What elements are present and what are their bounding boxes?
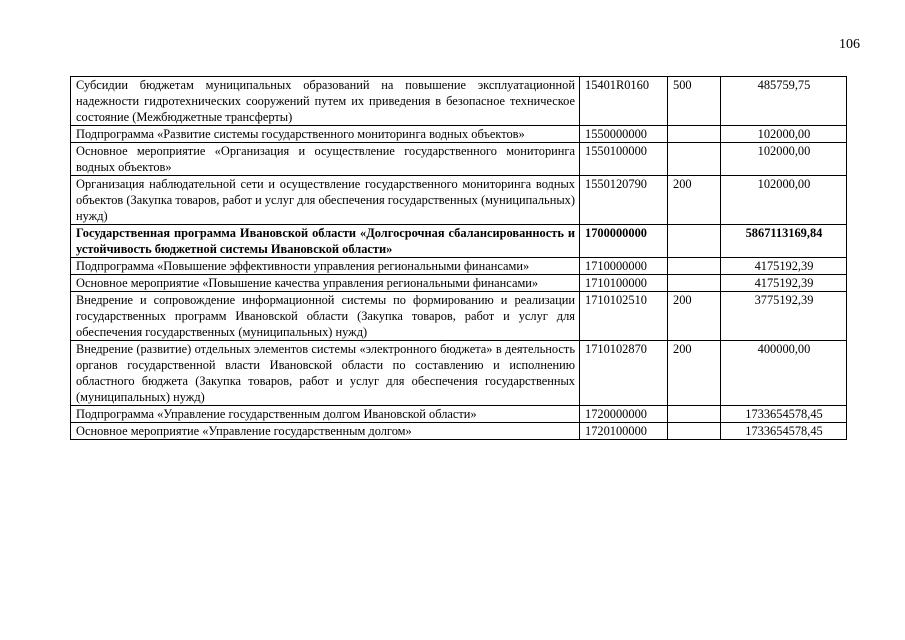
row-code-cell: 1550000000 [580, 126, 668, 143]
row-amount-cell: 1733654578,45 [721, 406, 847, 423]
table-row [71, 292, 847, 341]
row-code-cell: 1710100000 [580, 275, 668, 292]
row-name-cell: Основное мероприятие «Управление государственным долгом» [71, 423, 580, 440]
table-row [71, 341, 847, 406]
row-type-cell [668, 258, 721, 275]
row-amount-cell: 102000,00 [721, 126, 847, 143]
row-name-cell: Основное мероприятие «Повышение качества управления региональными финансами» [71, 275, 580, 292]
row-type-cell [668, 225, 721, 258]
row-code-cell: 1710102510 [580, 292, 668, 341]
row-type-cell [668, 143, 721, 176]
row-amount-cell: 485759,75 [721, 77, 847, 126]
row-code-cell: 1550100000 [580, 143, 668, 176]
row-type-cell [668, 423, 721, 440]
table-row [71, 77, 847, 126]
page-number: 106 [839, 37, 860, 52]
row-amount-cell: 5867113169,84 [721, 225, 847, 258]
row-amount-cell: 1733654578,45 [721, 423, 847, 440]
budget-table [70, 76, 847, 440]
row-code-cell: 1720000000 [580, 406, 668, 423]
row-name-cell: Субсидии бюджетам муниципальных образований на повышение эксплуатационной надежности гидротехнических сооружений путем их приведения в безопасное техническое состояние (Межбюджетные трансферты) [71, 77, 580, 126]
table-row [71, 423, 847, 440]
row-name-cell: Внедрение (развитие) отдельных элементов системы «электронного бюджета» в деятельность органов государственной власти Ивановской области по составлению и исполнению областного бюджета (Закупка товаров, работ и услуг для обеспечения государственных (муниципальных) нужд) [71, 341, 580, 406]
row-amount-cell: 4175192,39 [721, 275, 847, 292]
row-name-cell: Подпрограмма «Развитие системы государственного мониторинга водных объектов» [71, 126, 580, 143]
row-name-cell: Подпрограмма «Управление государственным долгом Ивановской области» [71, 406, 580, 423]
row-type-cell: 500 [668, 77, 721, 126]
table-row [71, 143, 847, 176]
row-amount-cell: 400000,00 [721, 341, 847, 406]
row-code-cell: 1710102870 [580, 341, 668, 406]
row-name-cell: Организация наблюдательной сети и осуществление государственного мониторинга водных объектов (Закупка товаров, работ и услуг для обеспечения государственных (муниципальных) нужд) [71, 176, 580, 225]
row-type-cell: 200 [668, 292, 721, 341]
row-type-cell: 200 [668, 176, 721, 225]
table-row [71, 126, 847, 143]
table-row [71, 406, 847, 423]
budget-table-body [71, 77, 847, 440]
row-code-cell: 1710000000 [580, 258, 668, 275]
row-name-cell: Внедрение и сопровождение информационной системы по формированию и реализации государственных программ Ивановской области (Закупка товаров, работ и услуг для обеспечения государственных (муниципальных) нужд) [71, 292, 580, 341]
row-amount-cell: 4175192,39 [721, 258, 847, 275]
row-code-cell: 1550120790 [580, 176, 668, 225]
row-amount-cell: 102000,00 [721, 143, 847, 176]
table-row [71, 258, 847, 275]
table-row [71, 275, 847, 292]
table-row-program-total [71, 225, 847, 258]
row-type-cell [668, 126, 721, 143]
row-name-cell: Государственная программа Ивановской области «Долгосрочная сбалансированность и устойчивость бюджетной системы Ивановской области» [71, 225, 580, 258]
row-amount-cell: 102000,00 [721, 176, 847, 225]
row-name-cell: Основное мероприятие «Организация и осуществление государственного мониторинга водных объектов» [71, 143, 580, 176]
row-type-cell [668, 275, 721, 292]
row-code-cell: 1700000000 [580, 225, 668, 258]
row-name-cell: Подпрограмма «Повышение эффективности управления региональными финансами» [71, 258, 580, 275]
row-code-cell: 1720100000 [580, 423, 668, 440]
row-code-cell: 15401R0160 [580, 77, 668, 126]
table-row [71, 176, 847, 225]
row-amount-cell: 3775192,39 [721, 292, 847, 341]
row-type-cell [668, 406, 721, 423]
row-type-cell: 200 [668, 341, 721, 406]
